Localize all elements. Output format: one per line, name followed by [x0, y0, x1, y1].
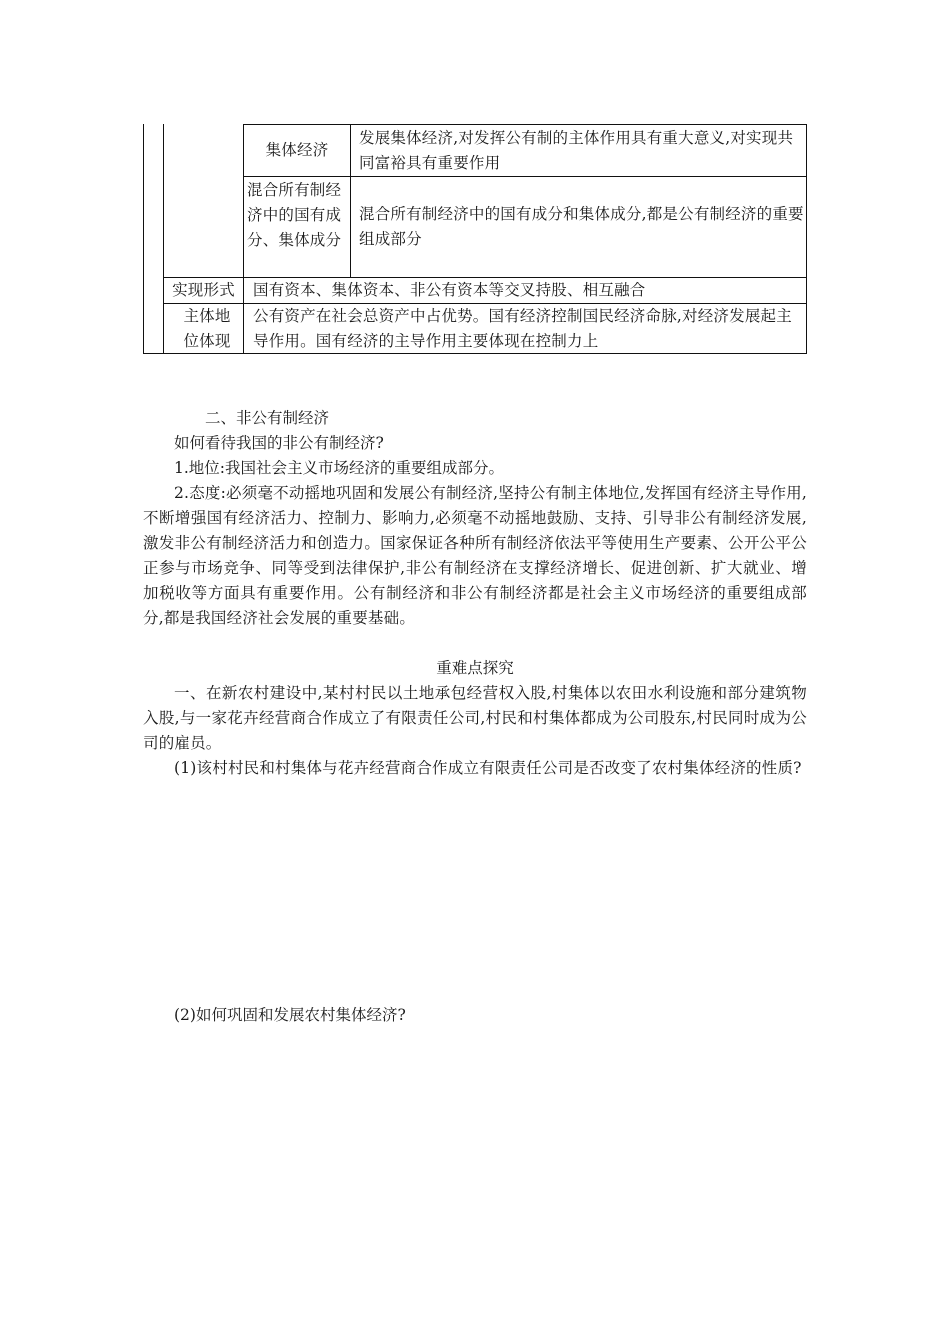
table-border [143, 124, 144, 354]
section-question: 如何看待我国的非公有制经济? [174, 434, 384, 452]
table-row-label: 主体地位体现 [183, 307, 231, 350]
case-paragraph: 一、在新农村建设中,某村村民以土地承包经营权入股,村集体以农田水利设施和部分建筑物入股,与一家花卉经营商合作成立了有限责任公司,村民和村集体都成为公司股东,村民同时成为公司的雇员。 [143, 684, 807, 752]
table-border [243, 277, 244, 354]
table-border [350, 124, 351, 277]
table-row-content: 混合所有制经济中的国有成分和集体成分,都是公有制经济的重要组成部分 [359, 205, 804, 248]
table-border [243, 176, 807, 177]
status-item: 1.地位:我国社会主义市场经济的重要组成部分。 [174, 459, 505, 477]
table-row-label: 实现形式 [172, 281, 235, 299]
section-heading: 二、非公有制经济 [205, 409, 330, 427]
table-row-content: 发展集体经济,对发挥公有制的主体作用具有重大意义,对实现共同富裕具有重要作用 [359, 129, 794, 172]
table-row-label: 混合所有制经济中的国有成分、集体成分 [247, 181, 342, 249]
table-border [806, 124, 807, 354]
question-2: (2)如何巩固和发展农村集体经济? [174, 1006, 406, 1024]
table-border [163, 124, 164, 354]
explore-title: 重难点探究 [436, 659, 514, 677]
table-border [243, 124, 807, 125]
economy-table [143, 124, 807, 354]
question-1: (1)该村村民和村集体与花卉经营商合作成立有限责任公司是否改变了农村集体经济的性质? [174, 759, 802, 777]
table-row-label: 集体经济 [265, 141, 329, 159]
table-row-content: 国有资本、集体资本、非公有资本等交叉持股、相互融合 [253, 281, 646, 299]
attitude-paragraph: 2.态度:必须毫不动摇地巩固和发展公有制经济,坚持公有制主体地位,发挥国有经济主导作用,不断增强国有经济活力、控制力、影响力,必须毫不动摇地鼓励、支持、引导非公有制经济发展,激发非公有制经济活力和创造力。国家保证各种所有制经济依法平等使用生产要素、公开公平公正参与市场竞争、同等受到法律保护,非公有制经济在支撑经济增长、促进创新、扩大就业、增加税收等方面具有重要作用。公有制经济和非公有制经济都是社会主义市场经济的重要组成部分,都是我国经济社会发展的重要基础。 [143, 484, 807, 627]
table-row-content: 公有资产在社会总资产中占优势。国有经济控制国民经济命脉,对经济发展起主导作用。国有经济的主导作用主要体现在控制力上 [253, 307, 792, 350]
